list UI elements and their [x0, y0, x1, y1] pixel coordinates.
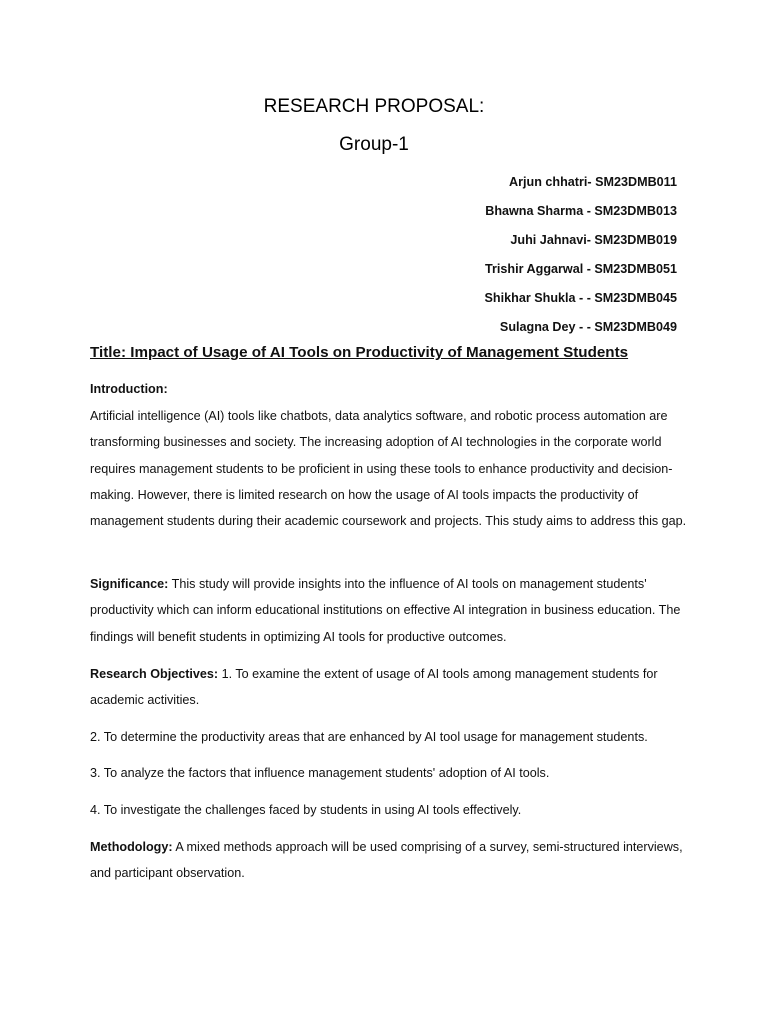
objective-item: 3. To analyze the factors that influence management students' adoption of AI tools.	[90, 766, 550, 780]
introduction-label	[90, 376, 690, 402]
objectives-heading: Research Objectives:	[90, 667, 219, 681]
author-entry: Trishir Aggarwal - SM23DMB051	[485, 262, 677, 276]
author-entry: Shikhar Shukla - - SM23DMB045	[484, 291, 677, 305]
proposal-title: Title: Impact of Usage of AI Tools on Productivity of Management Students	[90, 344, 629, 361]
significance-paragraph	[90, 571, 690, 650]
objectives-section	[90, 661, 690, 714]
significance-text: This study will provide insights into the influence of AI tools on management students' productivity which can inform educational institutions on effective AI integration in business education. The findings will benefit students in optimizing AI tools for productive outcomes.	[90, 577, 681, 644]
introduction-paragraph: Artificial intelligence (AI) tools like chatbots, data analytics software, and robotic process automation are transforming businesses and society. The increasing adoption of AI technologies in the corporate world requires management students to be proficient in using these tools to enhance productivity and decision-making. However, there is limited research on how the usage of AI tools impacts the productivity of management students during their academic coursework and projects. This study aims to address this gap.	[90, 409, 687, 529]
objective-text: 1. To examine the extent of usage of AI tools among management students for academic activities.	[90, 667, 658, 708]
introduction-section	[90, 403, 690, 534]
author-list	[485, 168, 677, 342]
objective-item	[90, 661, 690, 714]
introduction-heading: Introduction:	[90, 382, 168, 396]
significance-section	[90, 571, 690, 650]
significance-heading: Significance:	[90, 577, 169, 591]
methodology-heading: Methodology:	[90, 840, 173, 854]
objective-item: 2. To determine the productivity areas that are enhanced by AI tool usage for management students.	[90, 730, 648, 744]
author-entry: Bhawna Sharma - SM23DMB013	[485, 204, 677, 218]
methodology-section	[90, 834, 690, 887]
objective-item: 4. To investigate the challenges faced by students in using AI tools effectively.	[90, 803, 522, 817]
author-entry: Juhi Jahnavi- SM23DMB019	[510, 233, 677, 247]
document-title: RESEARCH PROPOSAL:	[263, 96, 485, 117]
methodology-text: A mixed methods approach will be used comprising of a survey, semi-structured interviews, and participant observation.	[90, 840, 683, 881]
author-entry: Sulagna Dey - - SM23DMB049	[499, 320, 677, 334]
methodology-paragraph	[90, 834, 690, 887]
group-title: Group-1	[339, 134, 409, 155]
author-entry: Arjun chhatri- SM23DMB011	[509, 175, 677, 189]
